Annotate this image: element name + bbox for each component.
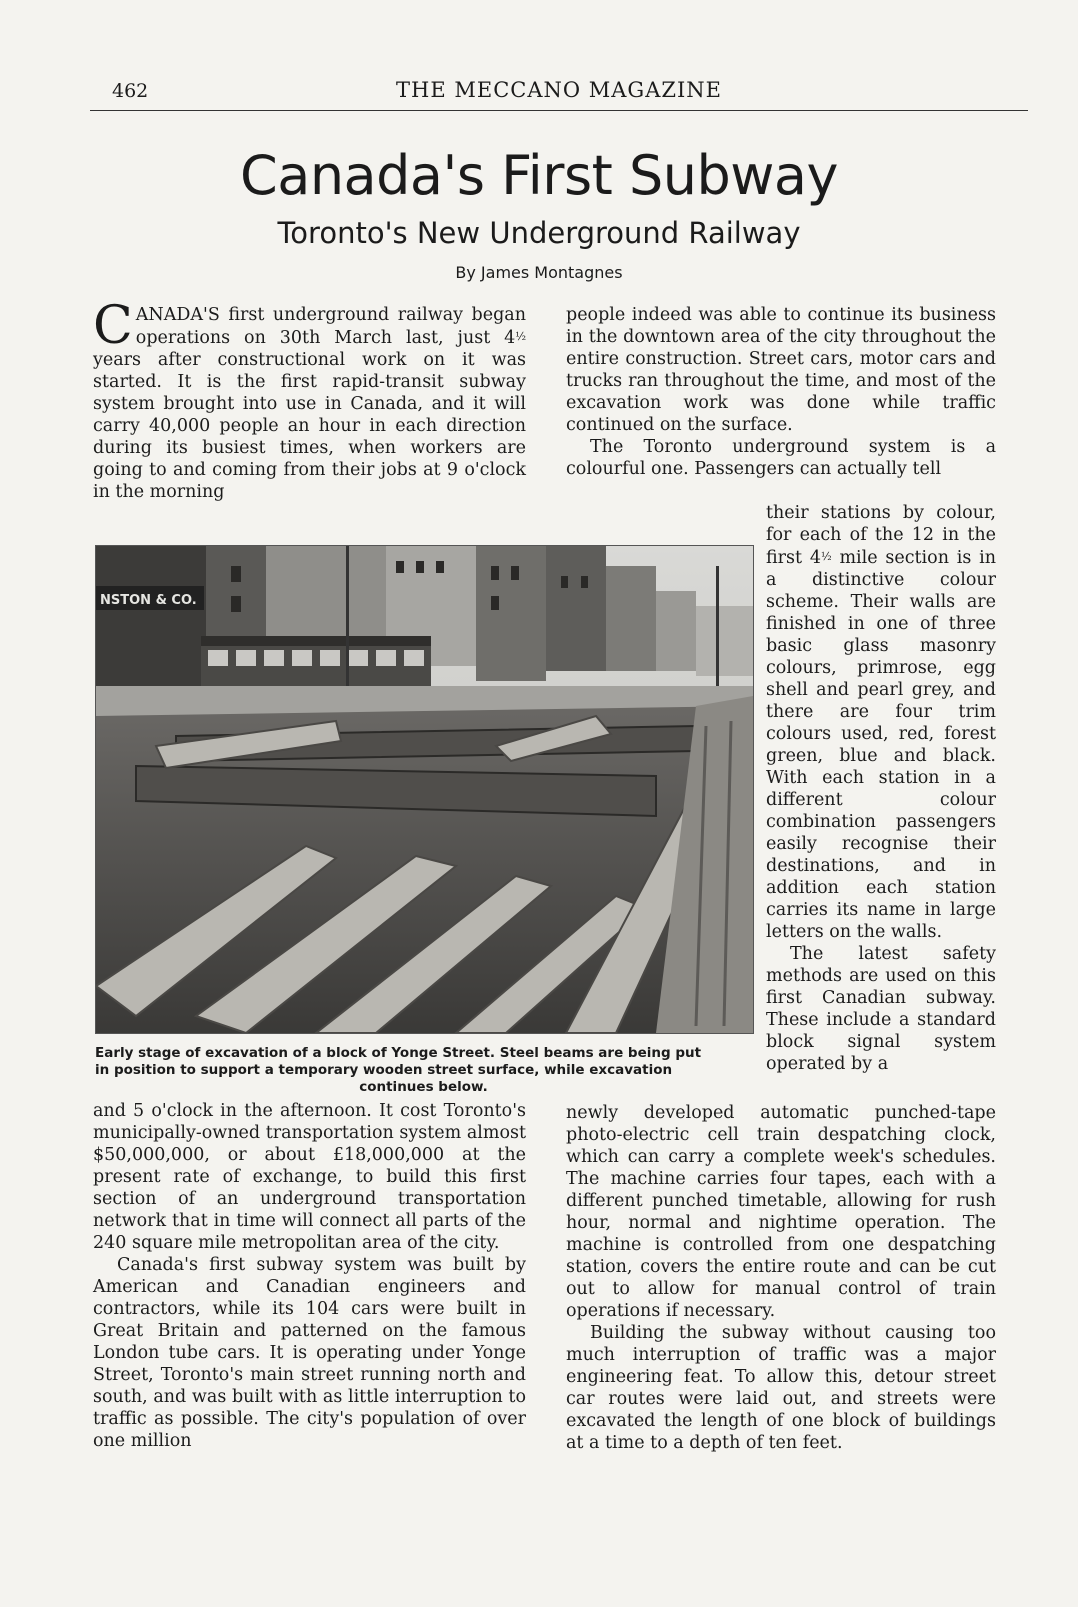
paragraph: The Toronto underground system is a colourful one. Passengers can actually tell (566, 437, 996, 479)
paragraph: people indeed was able to continue its business in the downtown area of the city throughout the entire construction. Street cars, motor cars and trucks ran throughout the time, and most of the excavation work was done while traffic continued on the surface. (566, 305, 996, 435)
fraction-half: ½ (820, 550, 832, 563)
narrow-text-a: their stations by colour, for each of the 12 in the first 4 (766, 503, 996, 568)
right-column-narrow (766, 502, 996, 1075)
left-column-bottom (93, 1100, 526, 1452)
paragraph (766, 502, 996, 943)
intro-rest-text: years after constructional work on it was started. It is the first rapid-transit subway system brought into use in Canada, and it will carry 40,000 people an hour in each direction during its busiest times, when workers are going to and coming from their jobs at 9 o'clock in the morning (93, 350, 526, 502)
paragraph: Canada's first subway system was built by American and Canadian engineers and contractors, while its 104 cars were built in Great Britain and patterned on the famous London tube cars. It is operating under Yonge Street, Toronto's main street running north and south, and was built with as little interruption to traffic as possible. The city's population of over one million (93, 1255, 526, 1451)
paragraph: newly developed automatic punched-tape photo-electric cell train despatching clock, which can carry a complete week's schedules. The machine carries four tapes, each with a different punched timetable, allowing for rush hour, normal and nightime operation. The machine is controlled from one despatching station, covers the entire route and can be cut out to allow for manual control of train operations if necessary. (566, 1103, 996, 1321)
byline: By James Montagnes (455, 263, 623, 282)
left-column-top (93, 296, 526, 503)
article-subtitle: Toronto's New Underground Railway (277, 216, 801, 250)
caption-line: in position to support a temporary wooden street surface, while excavation (95, 1062, 673, 1078)
intro-lead-text: ANADA'S first underground railway began operations on 30th March last, just 4 (135, 305, 526, 348)
page-number: 462 (112, 80, 149, 102)
paragraph: and 5 o'clock in the afternoon. It cost Toronto's municipally-owned transportation system almost $50,000,000, or about £18,000,000 at the present rate of exchange, to build this first section of an underground transportation network that in time will connect all parts of the 240 square mile metropolitan area of the city. (93, 1101, 526, 1253)
header-rule (90, 110, 1028, 111)
magazine-title: THE MECCANO MAGAZINE (396, 78, 722, 102)
right-column-top (566, 304, 996, 480)
paragraph: The latest safety methods are used on this first Canadian subway. These include a standard block signal system operated by a (766, 944, 996, 1074)
shop-sign-text: NSTON & CO. (100, 593, 197, 608)
caption-line: Early stage of excavation of a block of Yonge Street. Steel beams are being put (95, 1045, 702, 1061)
fraction-half: ½ (515, 330, 526, 343)
intro-paragraph (93, 296, 526, 503)
paragraph: Building the subway without causing too much interruption of traffic was a major engineering feat. To allow this, detour street car routes were laid out, and streets were excavated the length of one block of buildings at a time to a depth of ten feet. (566, 1323, 996, 1453)
caption-line: continues below. (359, 1079, 488, 1095)
right-column-bottom (566, 1102, 996, 1454)
running-head (90, 76, 1028, 106)
photo-caption (95, 1045, 752, 1096)
narrow-text-b: mile section is in a distinctive colour scheme. Their walls are finished in one of three basic glass masonry colours, primrose, egg shell and pearl grey, and there are four trim colours used, red, forest green, blue and black. With each station in a different colour combination passengers easily recognise their destinations, and in addition each station carries its name in large letters on the walls. (766, 548, 996, 942)
excavation-photo (95, 545, 754, 1034)
article-title: Canada's First Subway (240, 144, 838, 207)
drop-cap: C (93, 296, 133, 356)
